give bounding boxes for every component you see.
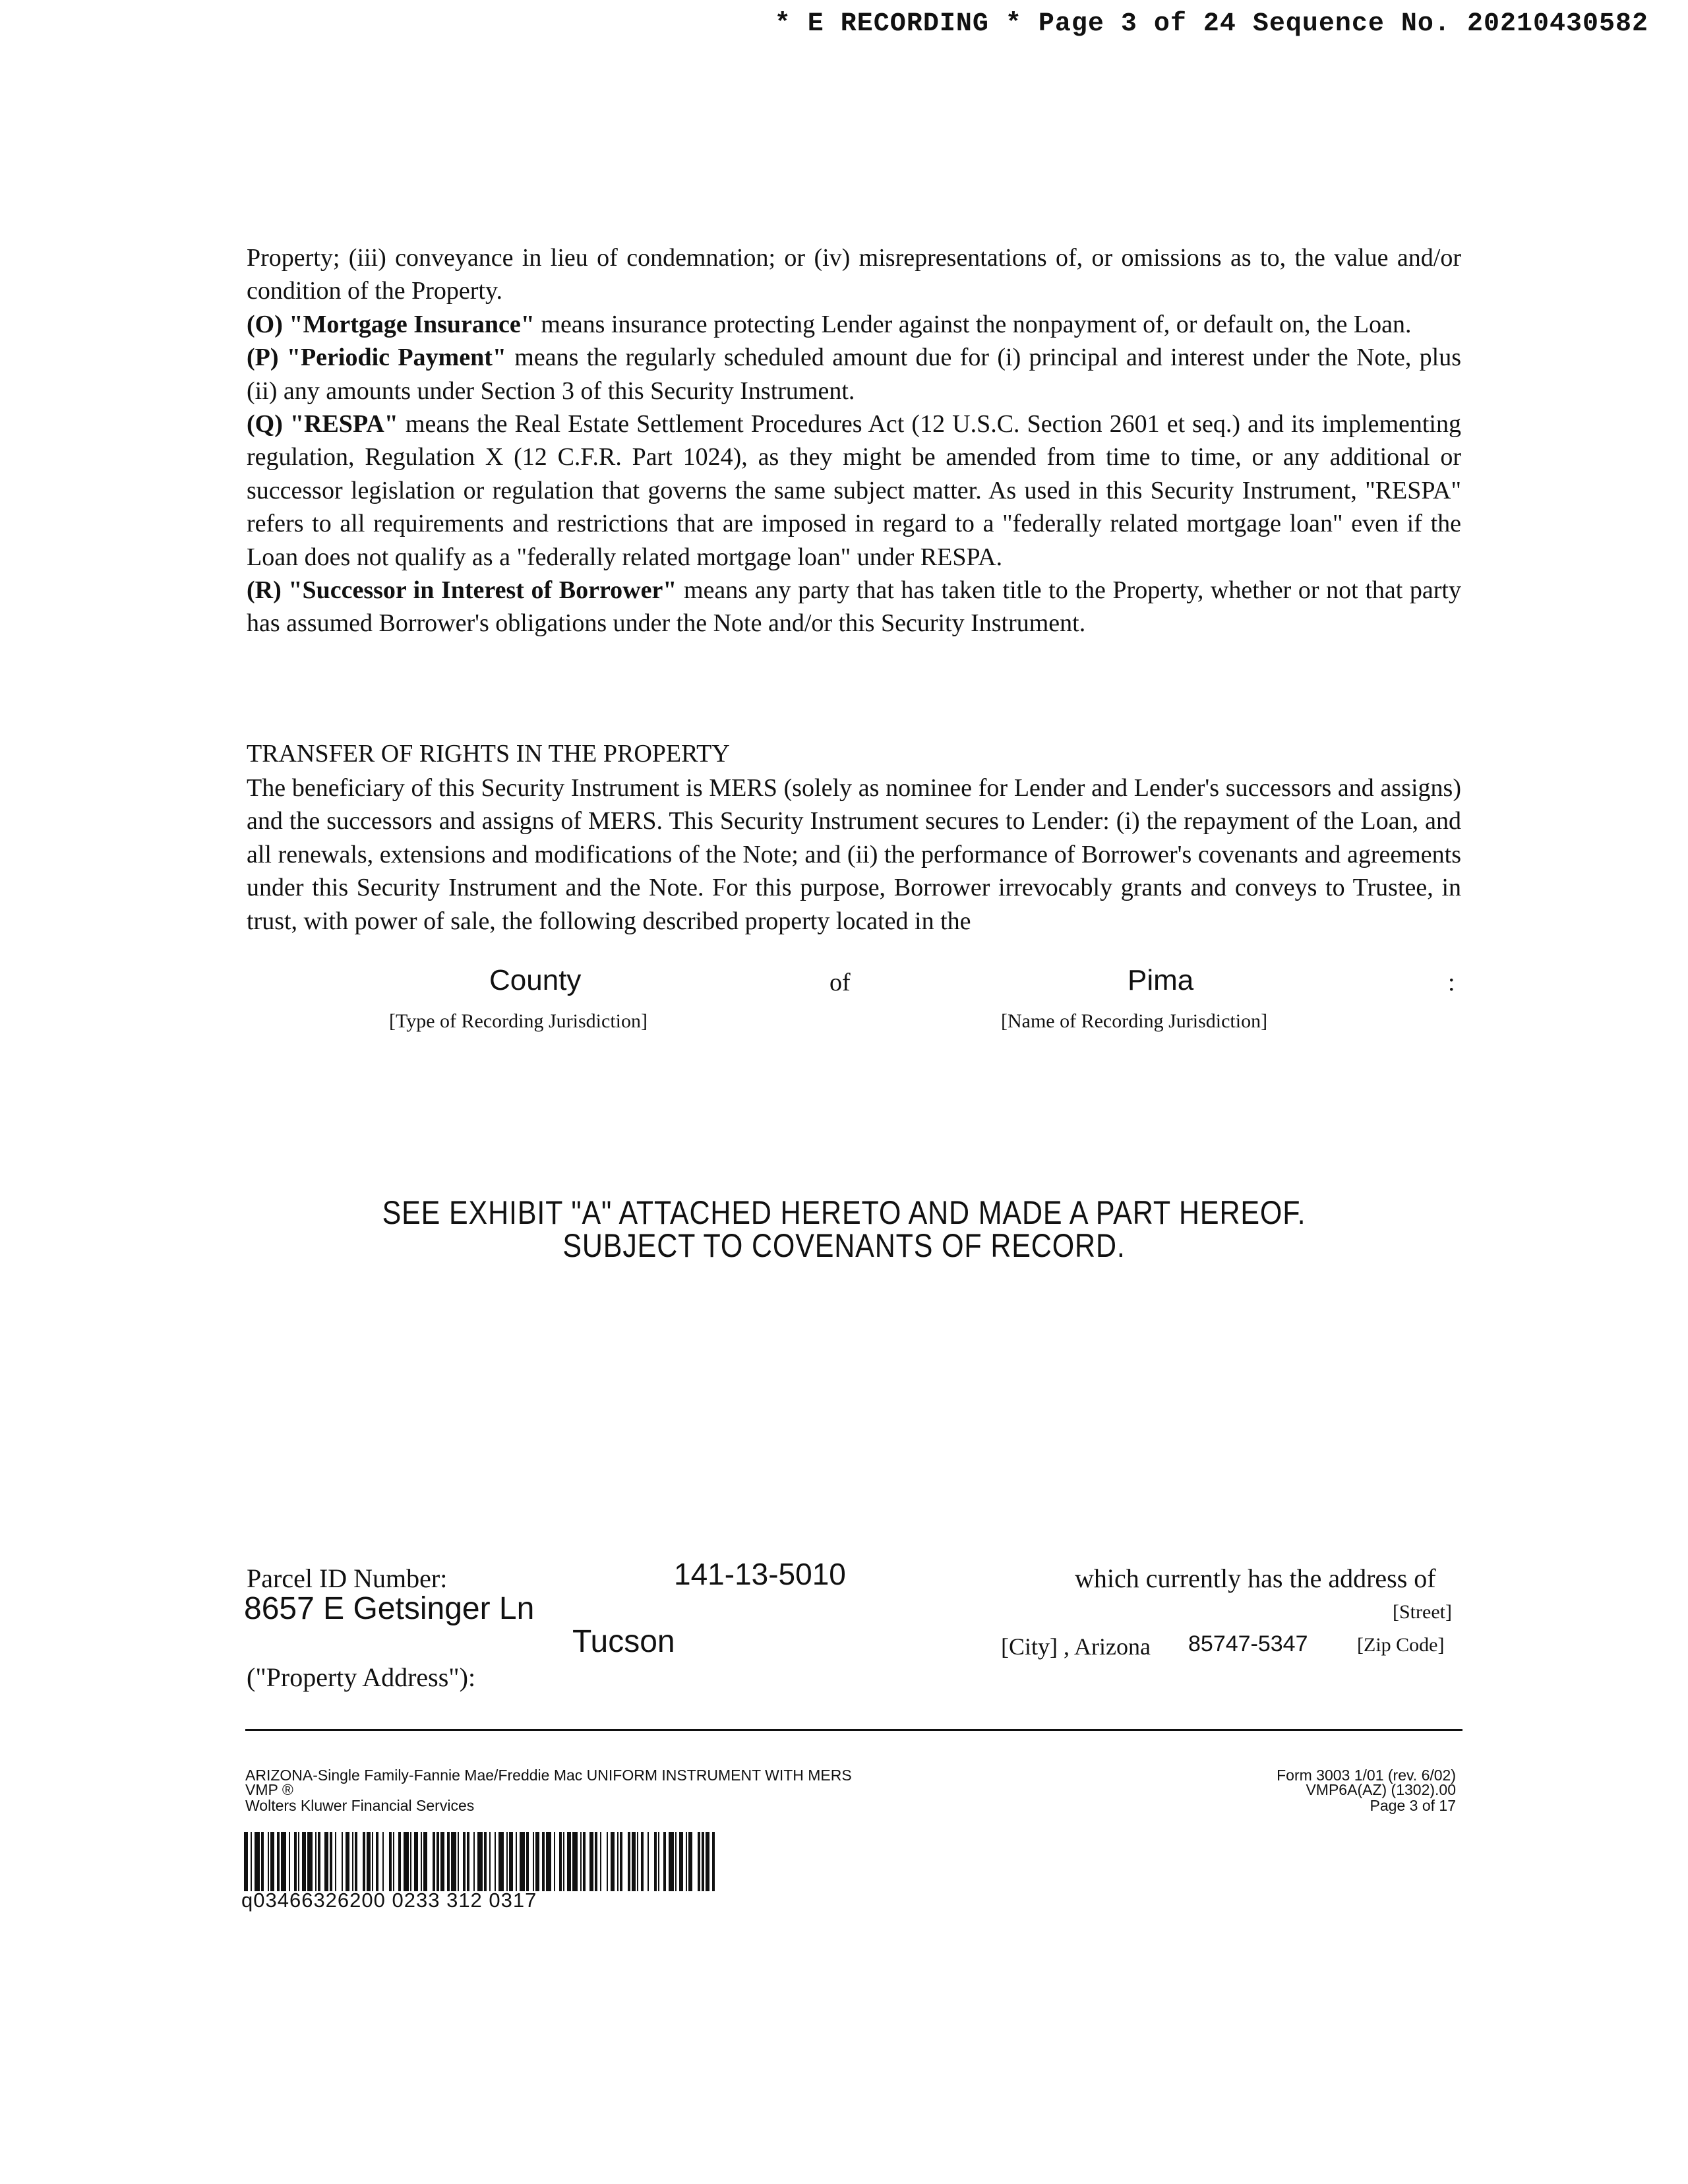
barcode-bar xyxy=(580,1832,582,1891)
definition-p-label: (P) "Periodic Payment" xyxy=(247,344,506,372)
barcode-bar xyxy=(675,1832,677,1891)
zip-value: 85747-5347 xyxy=(1188,1631,1308,1656)
barcode-bar xyxy=(702,1832,704,1891)
barcode-bar xyxy=(628,1832,630,1891)
barcode-bar xyxy=(477,1832,483,1891)
barcode-bar xyxy=(509,1832,513,1891)
barcode-bar xyxy=(473,1832,475,1891)
barcode-bar xyxy=(546,1832,551,1891)
barcode-bar xyxy=(433,1832,435,1891)
barcode-bar xyxy=(352,1832,353,1891)
jurisdiction-type-value: County xyxy=(489,964,582,996)
barcode-bar xyxy=(686,1832,687,1891)
definition-r xyxy=(247,574,1461,640)
barcode-bar xyxy=(414,1832,418,1891)
barcode-image xyxy=(244,1832,716,1891)
barcode-bar xyxy=(437,1832,439,1891)
barcode-bar xyxy=(346,1832,349,1891)
type-caption: [Type of Recording Jurisdiction] xyxy=(389,1010,648,1032)
barcode-bar xyxy=(554,1832,555,1891)
barcode-bar xyxy=(617,1832,618,1891)
barcode-bar xyxy=(583,1832,586,1891)
barcode-bar xyxy=(648,1832,649,1891)
street-value: 8657 E Getsinger Ln xyxy=(244,1591,535,1626)
definition-o-text: means insurance protecting Lender against the nonpayment of, or default on, the Loan. xyxy=(534,310,1412,338)
transfer-text: The beneficiary of this Security Instrument is MERS (solely as nominee for Lender and Lender's successors and assigns) and the successors and assigns of MERS. This Security Instrument secures to Lender: (i) the repayment of the Loan, and all renewals, extensions and modifications of the Note; and (ii) the performance of Borrower's covenants and agreements under this Security Instrument and the Note. For this purpose, Borrower irrevocably grants and conveys to Trustee, in trust, with power of sale, the following described property located in the xyxy=(247,774,1461,935)
barcode-bar xyxy=(467,1832,469,1891)
barcode-bar xyxy=(542,1832,545,1891)
recording-header: * E RECORDING * Page 3 of 24 Sequence No. 20210430582 xyxy=(774,9,1648,39)
barcode-bar xyxy=(607,1832,608,1891)
barcode-bar xyxy=(572,1832,578,1891)
exhibit-line-1: SEE EXHIBIT "A" ATTACHED HERETO AND MADE A PART HEREOF. xyxy=(382,1194,1306,1231)
barcode-bar xyxy=(324,1832,328,1891)
barcode-bar xyxy=(463,1832,466,1891)
address-of: which currently has the address of xyxy=(1075,1563,1436,1593)
definition-q-text: means the Real Estate Settlement Procedures Act (12 U.S.C. Section 2601 et seq.) and its implementing regulation, Regulation X (12 C.F.R. Part 1024), as they might be amended from time to time, or any additional or successor legislation or regulation that governs the same subject matter. As used in this Security Instrument, "RESPA" refers to all requirements and restrictions that are imposed in regard to a "federally related mortgage loan" even if the Loan does not qualify as a "federally related mortgage loan" under RESPA. xyxy=(247,410,1461,571)
form-title: ARIZONA-Single Family-Fannie Mae/Freddie Mac UNIFORM INSTRUMENT WITH MERS xyxy=(245,1767,852,1784)
parcel-id: 141-13-5010 xyxy=(674,1557,846,1591)
form-number: Form 3003 1/01 (rev. 6/02) xyxy=(1277,1767,1456,1784)
barcode-bar xyxy=(298,1832,299,1891)
barcode-bar xyxy=(533,1832,534,1891)
barcode-bar xyxy=(520,1832,525,1891)
barcode-bar xyxy=(706,1832,709,1891)
barcode-bar xyxy=(330,1832,332,1891)
barcode-bar xyxy=(688,1832,692,1891)
barcode-bar xyxy=(393,1832,394,1891)
barcode-bar xyxy=(277,1832,280,1891)
barcode-bar xyxy=(367,1832,371,1891)
definition-r-label: (R) "Successor in Interest of Borrower" xyxy=(247,576,677,605)
city-caption: [City] , Arizona xyxy=(1001,1633,1151,1660)
footer-rule xyxy=(245,1729,1462,1731)
form-code: VMP6A(AZ) (1302).00 xyxy=(1306,1781,1456,1798)
barcode-bar xyxy=(294,1832,297,1891)
barcode-bar xyxy=(458,1832,459,1891)
definition-o xyxy=(247,308,1461,341)
barcode-bar xyxy=(698,1832,700,1891)
barcode-bar xyxy=(318,1832,320,1891)
definitions-section xyxy=(247,241,1461,640)
definition-q xyxy=(247,408,1461,574)
barcode-bar xyxy=(611,1832,615,1891)
barcode-bar xyxy=(335,1832,336,1891)
definition-p xyxy=(247,341,1461,408)
barcode-bar xyxy=(440,1832,444,1891)
barcode-bar xyxy=(559,1832,562,1891)
barcode-bar xyxy=(261,1832,264,1891)
barcode-bar xyxy=(654,1832,657,1891)
barcode-bar xyxy=(363,1832,365,1891)
jurisdiction-colon: : xyxy=(1448,969,1455,996)
barcode-bar xyxy=(389,1832,392,1891)
barcode-bar xyxy=(423,1832,427,1891)
street-caption: [Street] xyxy=(1393,1601,1452,1623)
parcel-label: Parcel ID Number: xyxy=(247,1563,448,1593)
vmp-label: VMP ® xyxy=(245,1781,293,1798)
barcode-bar xyxy=(712,1832,715,1891)
barcode-bar xyxy=(289,1832,290,1891)
barcode-text: q03466326200 0233 312 0317 xyxy=(241,1889,537,1912)
exhibit-line-2: SUBJECT TO COVENANTS OF RECORD. xyxy=(562,1227,1126,1264)
barcode-bar xyxy=(355,1832,357,1891)
barcode-bar xyxy=(516,1832,517,1891)
barcode-bar xyxy=(342,1832,343,1891)
definition-p-text: means the regularly scheduled amount due for (i) principal and interest under the Note, plus (ii) any amounts under Section 3 of this Security Instrument. xyxy=(247,344,1462,405)
barcode-bar xyxy=(679,1832,683,1891)
barcode-bar xyxy=(255,1832,260,1891)
barcode-bar xyxy=(620,1832,622,1891)
barcode-bar xyxy=(506,1832,508,1891)
barcode-bar xyxy=(658,1832,659,1891)
barcode-bar xyxy=(632,1832,636,1891)
barcode-bar xyxy=(489,1832,491,1891)
continuation-paragraph: Property; (iii) conveyance in lieu of condemnation; or (iv) misrepresentations of, or omissions as to, the value and/or condition of the Property. xyxy=(247,244,1461,305)
barcode-bar xyxy=(281,1832,286,1891)
jurisdiction-of: of xyxy=(829,969,851,996)
barcode-bar xyxy=(669,1832,674,1891)
barcode-bar xyxy=(315,1832,316,1891)
barcode-bar xyxy=(595,1832,597,1891)
barcode-bar xyxy=(268,1832,269,1891)
barcode-bar xyxy=(498,1832,504,1891)
barcode-bar xyxy=(484,1832,487,1891)
barcode-bar xyxy=(451,1832,456,1891)
barcode-bar xyxy=(526,1832,529,1891)
transfer-title: TRANSFER OF RIGHTS IN THE PROPERTY xyxy=(247,740,730,768)
barcode-bar xyxy=(563,1832,564,1891)
barcode-bar xyxy=(270,1832,274,1891)
name-caption: [Name of Recording Jurisdiction] xyxy=(1001,1010,1268,1032)
barcode-bar xyxy=(244,1832,248,1891)
barcode-bar xyxy=(589,1832,593,1891)
zip-caption: [Zip Code] xyxy=(1357,1634,1445,1656)
jurisdiction-name-value: Pima xyxy=(1128,964,1194,996)
barcode-bar xyxy=(398,1832,401,1891)
barcode-bar xyxy=(641,1832,644,1891)
barcode-bar xyxy=(251,1832,252,1891)
barcode-bar xyxy=(372,1832,373,1891)
barcode-bar xyxy=(307,1832,313,1891)
barcode-bar xyxy=(567,1832,571,1891)
transfer-paragraph xyxy=(247,772,1461,938)
property-address-label: ("Property Address"): xyxy=(247,1662,476,1692)
barcode-bar xyxy=(410,1832,411,1891)
barcode-bar xyxy=(421,1832,422,1891)
city-value: Tucson xyxy=(572,1624,675,1659)
barcode-bar xyxy=(600,1832,601,1891)
publisher: Wolters Kluwer Financial Services xyxy=(245,1797,475,1814)
barcode-bar xyxy=(447,1832,450,1891)
barcode-bar xyxy=(376,1832,378,1891)
definition-r-text: means any party that has taken title to the Property, whether or not that party has assumed Borrower's obligations under the Note and/or this Security Instrument. xyxy=(247,576,1461,638)
definition-o-label: (O) "Mortgage Insurance" xyxy=(247,310,535,338)
barcode-bar xyxy=(495,1832,496,1891)
barcode-bar xyxy=(663,1832,666,1891)
definition-q-label: (Q) "RESPA" xyxy=(247,410,398,439)
form-page: Page 3 of 17 xyxy=(1370,1797,1456,1814)
barcode-bar xyxy=(302,1832,306,1891)
barcode-bar xyxy=(404,1832,409,1891)
barcode-bar xyxy=(382,1832,384,1891)
barcode-bar xyxy=(637,1832,638,1891)
barcode-bar xyxy=(535,1832,539,1891)
